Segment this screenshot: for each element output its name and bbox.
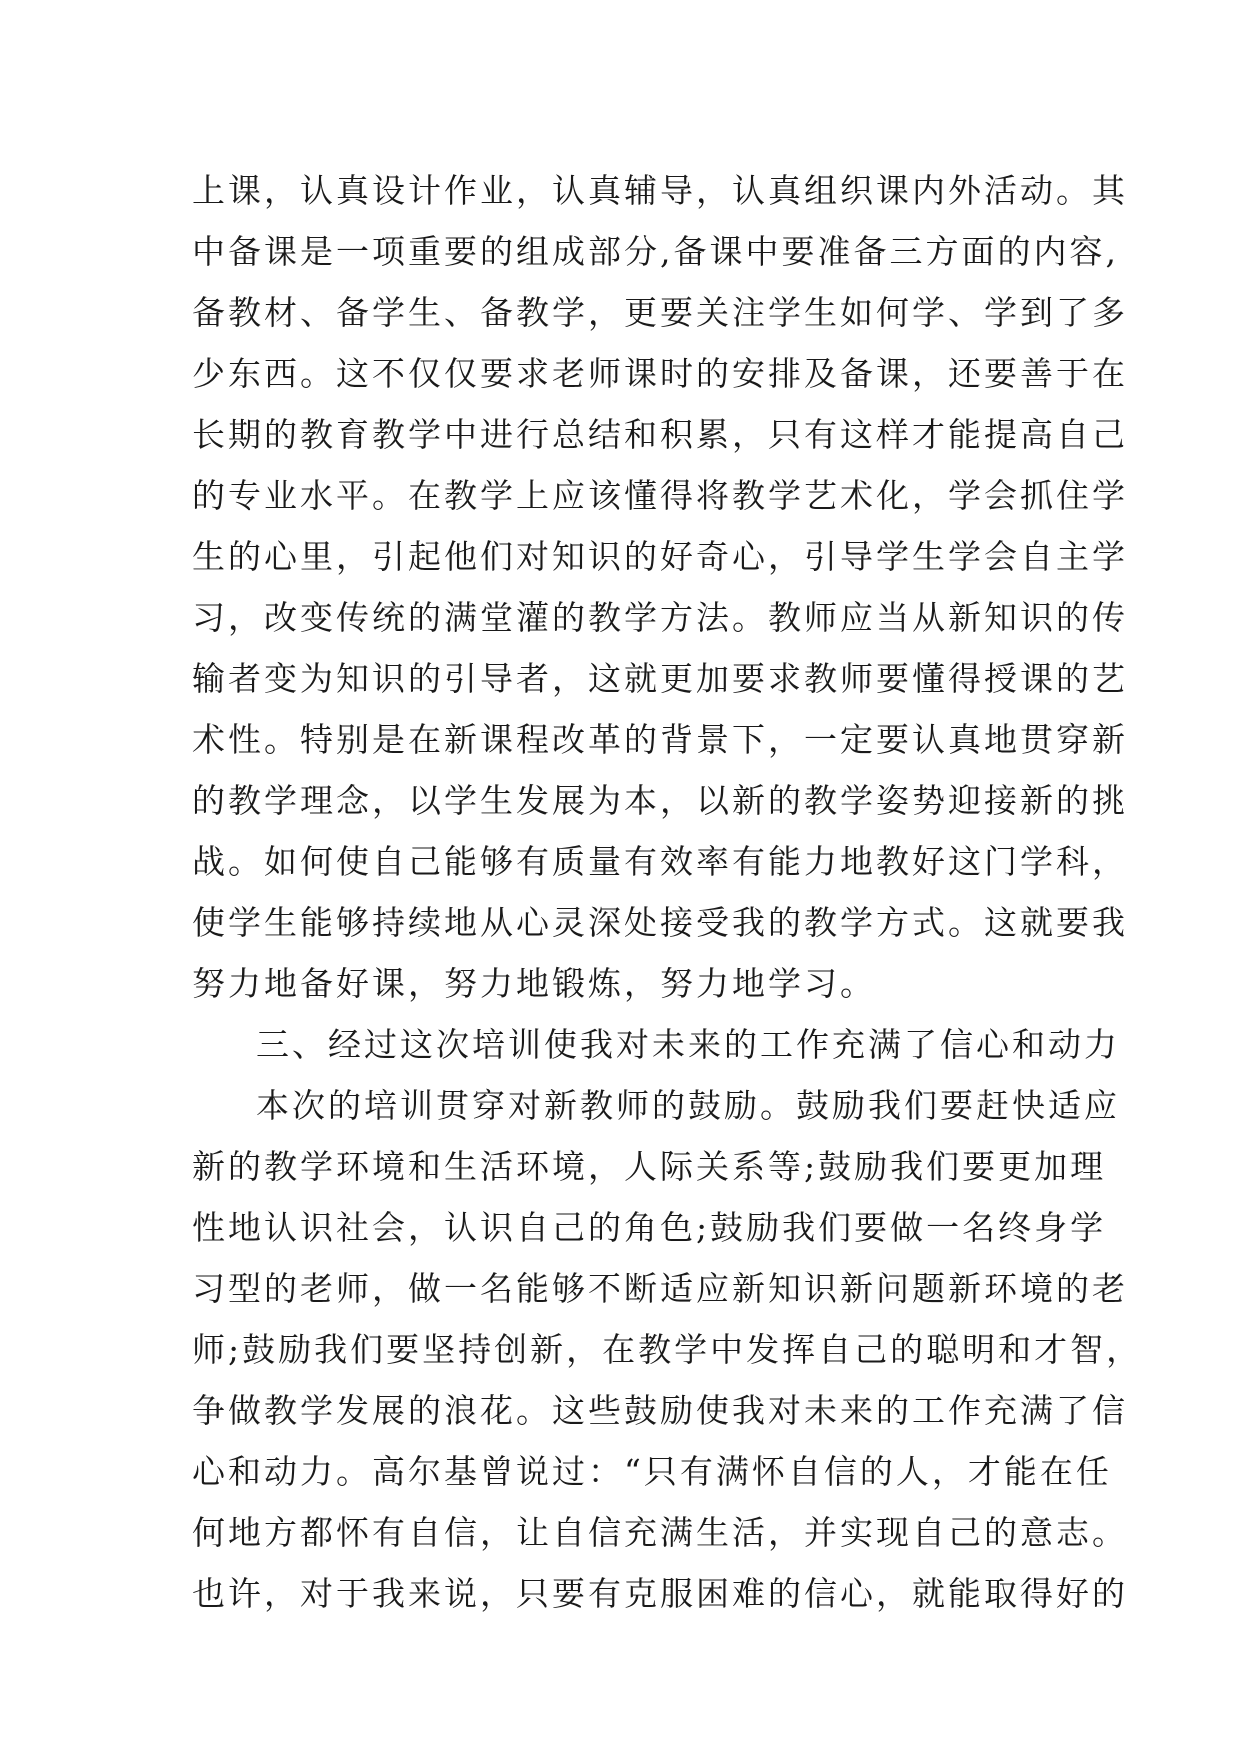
text-line: 备教材、备学生、备教学，更要关注学生如何学、学到了多 bbox=[192, 293, 1128, 332]
text-line: 生的心里，引起他们对知识的好奇心，引导学生学会自主学 bbox=[192, 537, 1128, 576]
text-line: 上课，认真设计作业，认真辅导，认真组织课内外活动。其 bbox=[192, 171, 1128, 210]
text-line: 使学生能够持续地从心灵深处接受我的教学方式。这就要我 bbox=[192, 903, 1128, 942]
text-line: 少东西。这不仅仅要求老师课时的安排及备课，还要善于在 bbox=[192, 354, 1128, 393]
text-line: 输者变为知识的引导者，这就更加要求教师要懂得授课的艺 bbox=[192, 659, 1128, 698]
text-line: 习，改变传统的满堂灌的教学方法。教师应当从新知识的传 bbox=[192, 598, 1128, 637]
text-line: 习型的老师，做一名能够不断适应新知识新问题新环境的老 bbox=[192, 1269, 1128, 1308]
text-line: 师;鼓励我们要坚持创新，在教学中发挥自己的聪明和才智， bbox=[192, 1330, 1143, 1369]
text-line: 长期的教育教学中进行总结和积累，只有这样才能提高自己 bbox=[192, 415, 1128, 454]
text-line: 心和动力。高尔基曾说过：“只有满怀自信的人，才能在任 bbox=[192, 1452, 1112, 1491]
text-line: 争做教学发展的浪花。这些鼓励使我对未来的工作充满了信 bbox=[192, 1391, 1128, 1430]
text-line: 性地认识社会，认识自己的角色;鼓励我们要做一名终身学 bbox=[192, 1208, 1107, 1247]
text-line: 新的教学环境和生活环境，人际关系等;鼓励我们要更加理 bbox=[192, 1147, 1107, 1186]
section-heading: 三、经过这次培训使我对未来的工作充满了信心和动力 bbox=[256, 1025, 1120, 1064]
text-line: 何地方都怀有自信，让自信充满生活，并实现自己的意志。 bbox=[192, 1513, 1128, 1552]
text-line: 中备课是一项重要的组成部分,备课中要准备三方面的内容, bbox=[192, 232, 1119, 271]
text-line: 的教学理念，以学生发展为本，以新的教学姿势迎接新的挑 bbox=[192, 781, 1128, 820]
text-line: 也许，对于我来说，只要有克服困难的信心，就能取得好的 bbox=[192, 1574, 1128, 1613]
text-line: 努力地备好课，努力地锻炼，努力地学习。 bbox=[192, 964, 876, 1003]
text-line: 战。如何使自己能够有质量有效率有能力地教好这门学科， bbox=[192, 842, 1128, 881]
text-line: 的专业水平。在教学上应该懂得将教学艺术化，学会抓住学 bbox=[192, 476, 1128, 515]
text-line: 本次的培训贯穿对新教师的鼓励。鼓励我们要赶快适应 bbox=[256, 1086, 1120, 1125]
text-line: 术性。特别是在新课程改革的背景下，一定要认真地贯穿新 bbox=[192, 720, 1128, 759]
body-text bbox=[192, 160, 1143, 1624]
